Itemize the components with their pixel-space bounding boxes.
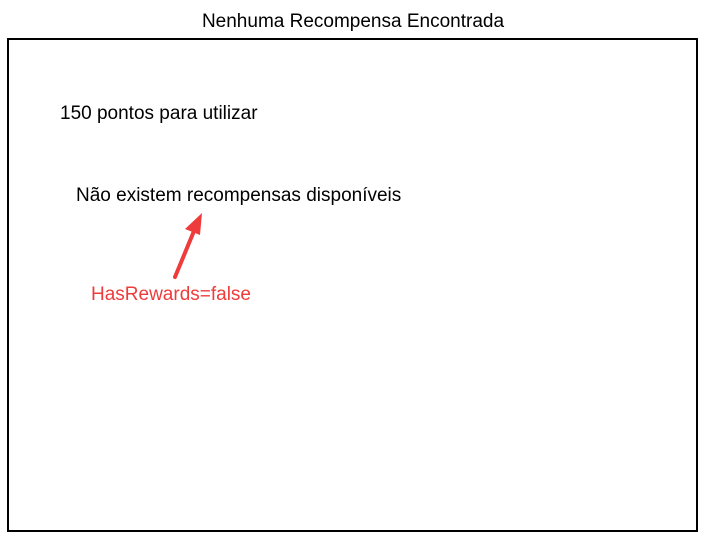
annotation-label: HasRewards=false [91,284,251,305]
no-rewards-message: Não existem recompensas disponíveis [76,185,402,206]
screen-title: Nenhuma Recompensa Encontrada [201,11,505,32]
available-points-text: 150 pontos para utilizar [60,103,258,124]
